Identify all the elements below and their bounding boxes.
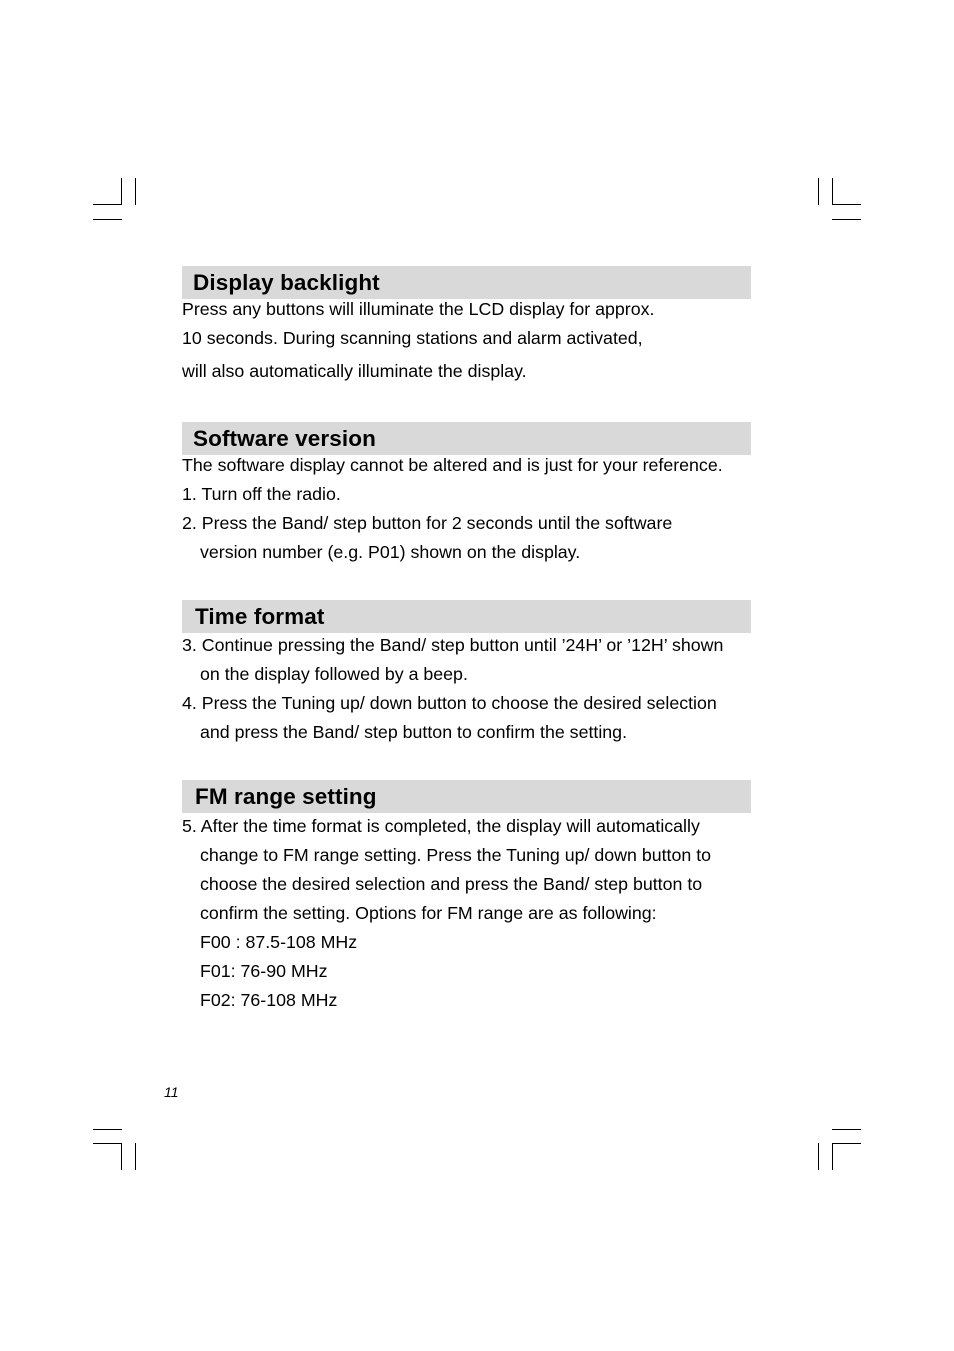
- crop-mark: [832, 178, 833, 205]
- crop-mark: [832, 204, 861, 205]
- list-item: 4. Press the Tuning up/ down button to choose the desired selection: [182, 693, 717, 713]
- crop-mark: [818, 178, 819, 205]
- crop-mark: [818, 1143, 819, 1170]
- crop-mark: [135, 178, 136, 205]
- list-item-continuation: change to FM range setting. Press the Tuning up/ down button to: [200, 845, 712, 865]
- section-fm-range-setting: [182, 780, 752, 1015]
- crop-mark: [93, 1129, 122, 1130]
- section-heading: Display backlight: [182, 266, 751, 299]
- list-item-continuation: on the display followed by a beep.: [200, 664, 468, 684]
- section-software-version: [182, 422, 752, 567]
- list-item: 2. Press the Band/ step button for 2 seconds until the software: [182, 513, 673, 533]
- crop-mark: [832, 1143, 861, 1144]
- crop-mark: [93, 204, 122, 205]
- section-body: [182, 812, 752, 1015]
- body-line: 10 seconds. During scanning stations and alarm activated,: [182, 328, 643, 348]
- body-line: will also automatically illuminate the display.: [182, 361, 527, 381]
- page-number: 11: [164, 1084, 179, 1100]
- crop-mark: [121, 178, 122, 205]
- crop-mark: [93, 219, 122, 220]
- list-item-continuation: version number (e.g. P01) shown on the display.: [200, 542, 581, 562]
- crop-mark: [832, 219, 861, 220]
- section-display-backlight: [182, 266, 752, 386]
- section-heading: FM range setting: [182, 780, 751, 813]
- section-heading: Time format: [182, 600, 751, 633]
- crop-mark: [93, 1143, 122, 1144]
- list-item-continuation: confirm the setting. Options for FM range are as following:: [200, 903, 657, 923]
- fm-option: F00 : 87.5-108 MHz: [200, 932, 358, 952]
- list-item-continuation: choose the desired selection and press the Band/ step button to: [200, 874, 703, 894]
- crop-mark: [832, 1143, 833, 1170]
- list-item: 3. Continue pressing the Band/ step button until ’24H’ or ’12H’ shown: [182, 635, 724, 655]
- fm-option: F01: 76-90 MHz: [200, 961, 328, 981]
- list-item-continuation: and press the Band/ step button to confirm the setting.: [200, 722, 628, 742]
- crop-mark: [832, 1129, 861, 1130]
- section-heading: Software version: [182, 422, 751, 455]
- body-line: The software display cannot be altered and is just for your reference.: [182, 455, 723, 475]
- section-time-format: [182, 600, 752, 747]
- crop-mark: [135, 1143, 136, 1170]
- list-item: 5. After the time format is completed, the display will automatically: [182, 816, 700, 836]
- section-body: [182, 295, 752, 386]
- crop-mark: [121, 1143, 122, 1170]
- list-item: 1. Turn off the radio.: [182, 484, 341, 504]
- fm-option: F02: 76-108 MHz: [200, 990, 338, 1010]
- body-line: Press any buttons will illuminate the LCD display for approx.: [182, 299, 655, 319]
- section-body: [182, 451, 752, 567]
- section-body: [182, 631, 752, 747]
